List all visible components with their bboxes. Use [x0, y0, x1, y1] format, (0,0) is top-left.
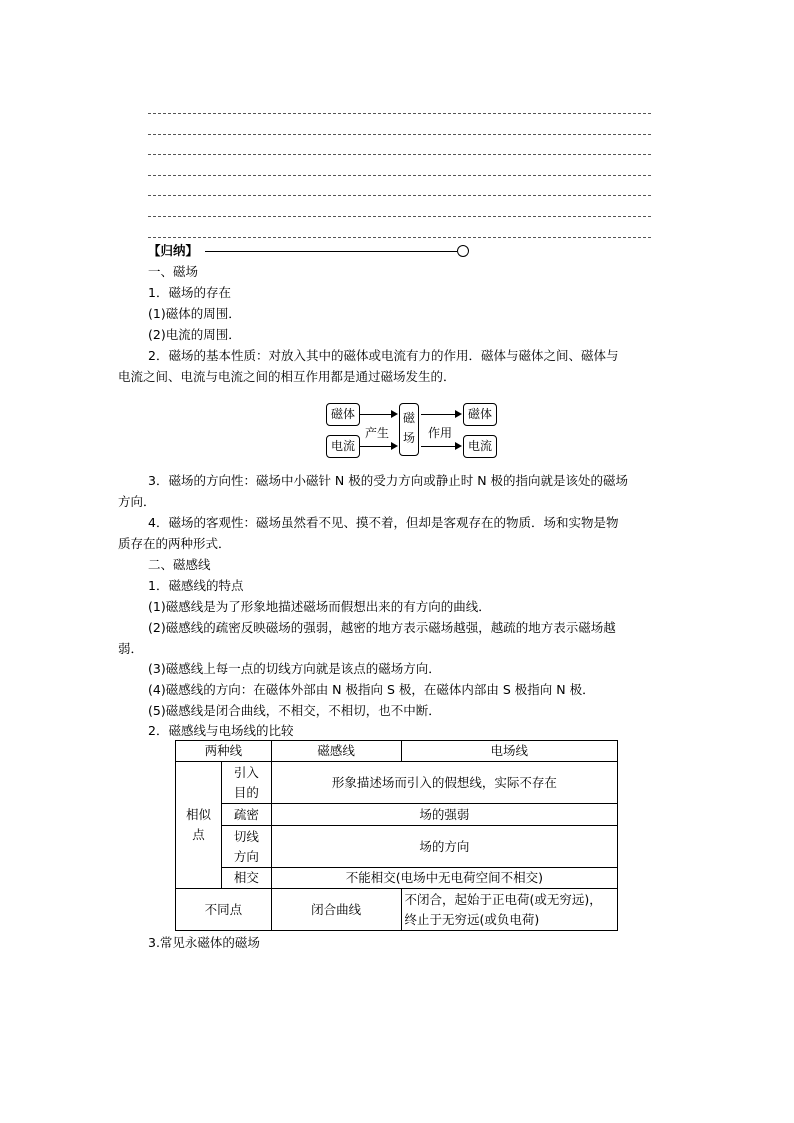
table-cell-text: 点	[192, 827, 205, 842]
table-cell: 疏密	[221, 804, 271, 826]
table-cell-text: 终止于无穷远(或负电荷)	[404, 911, 540, 927]
arrow-right-icon	[391, 410, 398, 418]
paragraph: (1)磁感线是为了形象地描述磁场而假想出来的有方向的曲线．	[148, 599, 491, 614]
paragraph: 电流之间、电流与电流之间的相互作用都是通过磁场发生的．	[118, 369, 456, 384]
answer-line-5	[148, 195, 651, 196]
summary-heading: 【归纳】	[148, 243, 199, 258]
diagram-box-magnet-right: 磁体	[463, 403, 497, 426]
table-group-similar	[176, 762, 222, 889]
diagram-box-field	[399, 403, 419, 456]
answer-line-3	[148, 154, 651, 155]
table-cell: 场的强弱	[271, 804, 617, 826]
paragraph: 质存在的两种形式．	[118, 536, 231, 551]
table-row	[176, 868, 618, 889]
paragraph: 1．磁场的存在	[148, 285, 231, 300]
diagram-label-produce: 产生	[365, 426, 390, 440]
answer-line-4	[148, 175, 651, 176]
table-cell-text: 引入	[233, 764, 259, 780]
diagram-label-act: 作用	[428, 426, 453, 440]
table-cell: 不能相交(电场中无电荷空间不相交)	[271, 868, 617, 889]
diagram-field-char-1: 磁	[402, 411, 415, 425]
arrow-right-icon	[455, 442, 462, 450]
paragraph: 2．磁场的基本性质：对放入其中的磁体或电流有力的作用．磁体与磁体之间、磁体与	[148, 348, 619, 363]
paragraph: (3)磁感线上每一点的切线方向就是该点的磁场方向．	[148, 661, 441, 676]
table-cell: 不同点	[176, 889, 272, 931]
arrow-line	[360, 446, 392, 447]
table-header-cell: 电场线	[401, 741, 618, 762]
table-row	[176, 762, 618, 804]
diagram-box-magnet-left: 磁体	[326, 403, 360, 426]
diagram-box-current-right: 电流	[463, 435, 497, 458]
table-row	[176, 826, 618, 868]
summary-rule	[205, 251, 457, 252]
paragraph: (2)电流的周围．	[148, 327, 241, 342]
summary-circle-icon	[457, 245, 469, 257]
table-header-cell: 两种线	[176, 741, 272, 762]
table-row	[176, 804, 618, 826]
answer-line-7	[148, 237, 651, 238]
arrow-line	[360, 414, 392, 415]
table-cell: 闭合曲线	[271, 889, 401, 931]
table-cell: 形象描述场而引入的假想线，实际不存在	[271, 762, 617, 804]
table-cell	[221, 826, 271, 868]
table-cell-text: 切线	[233, 828, 259, 844]
table-header-cell: 磁感线	[271, 741, 401, 762]
diagram-box-current-left: 电流	[326, 435, 360, 458]
answer-line-2	[148, 134, 651, 135]
paragraph: 弱．	[118, 641, 144, 656]
table-cell-text: 方向	[233, 848, 259, 864]
answer-line-6	[148, 216, 651, 217]
table-cell	[401, 889, 618, 931]
paragraph: (4)磁感线的方向：在磁体外部由 N 极指向 S 极，在磁体内部由 S 极指向 N 极．	[148, 682, 595, 697]
section-title-magnetic-field: 一、磁场	[148, 264, 199, 279]
table-cell-text: 目的	[233, 784, 259, 800]
arrow-line	[421, 414, 456, 415]
paragraph: 3．磁场的方向性：磁场中小磁针 N 极的受力方向或静止时 N 极的指向就是该处的磁场	[148, 473, 629, 488]
table-cell	[221, 762, 271, 804]
paragraph: 3.常见永磁体的磁场	[148, 935, 260, 950]
answer-line-1	[148, 113, 651, 114]
paragraph: 方向．	[118, 494, 156, 509]
arrow-right-icon	[455, 410, 462, 418]
arrow-line	[421, 446, 456, 447]
arrow-right-icon	[391, 442, 398, 450]
table-cell-text: 相似	[185, 807, 211, 822]
table-cell: 场的方向	[271, 826, 617, 868]
section-title-field-lines: 二、磁感线	[148, 557, 211, 572]
table-cell: 相交	[221, 868, 271, 889]
diagram-field-char-2: 场	[402, 431, 415, 445]
paragraph: (1)磁体的周围．	[148, 306, 241, 321]
paragraph: (2)磁感线的疏密反映磁场的强弱，越密的地方表示磁场越强，越疏的地方表示磁场越	[148, 620, 616, 635]
table-cell-text: 不闭合，起始于正电荷(或无穷远)，	[404, 891, 602, 907]
comparison-table	[175, 740, 618, 931]
paragraph: (5)磁感线是闭合曲线，不相交，不相切，也不中断．	[148, 703, 441, 718]
paragraph: 2．磁感线与电场线的比较	[148, 723, 294, 738]
paragraph: 1．磁感线的特点	[148, 578, 244, 593]
table-header-row	[176, 741, 618, 762]
paragraph: 4．磁场的客观性：磁场虽然看不见、摸不着，但却是客观存在的物质．场和实物是物	[148, 515, 619, 530]
table-row	[176, 889, 618, 931]
